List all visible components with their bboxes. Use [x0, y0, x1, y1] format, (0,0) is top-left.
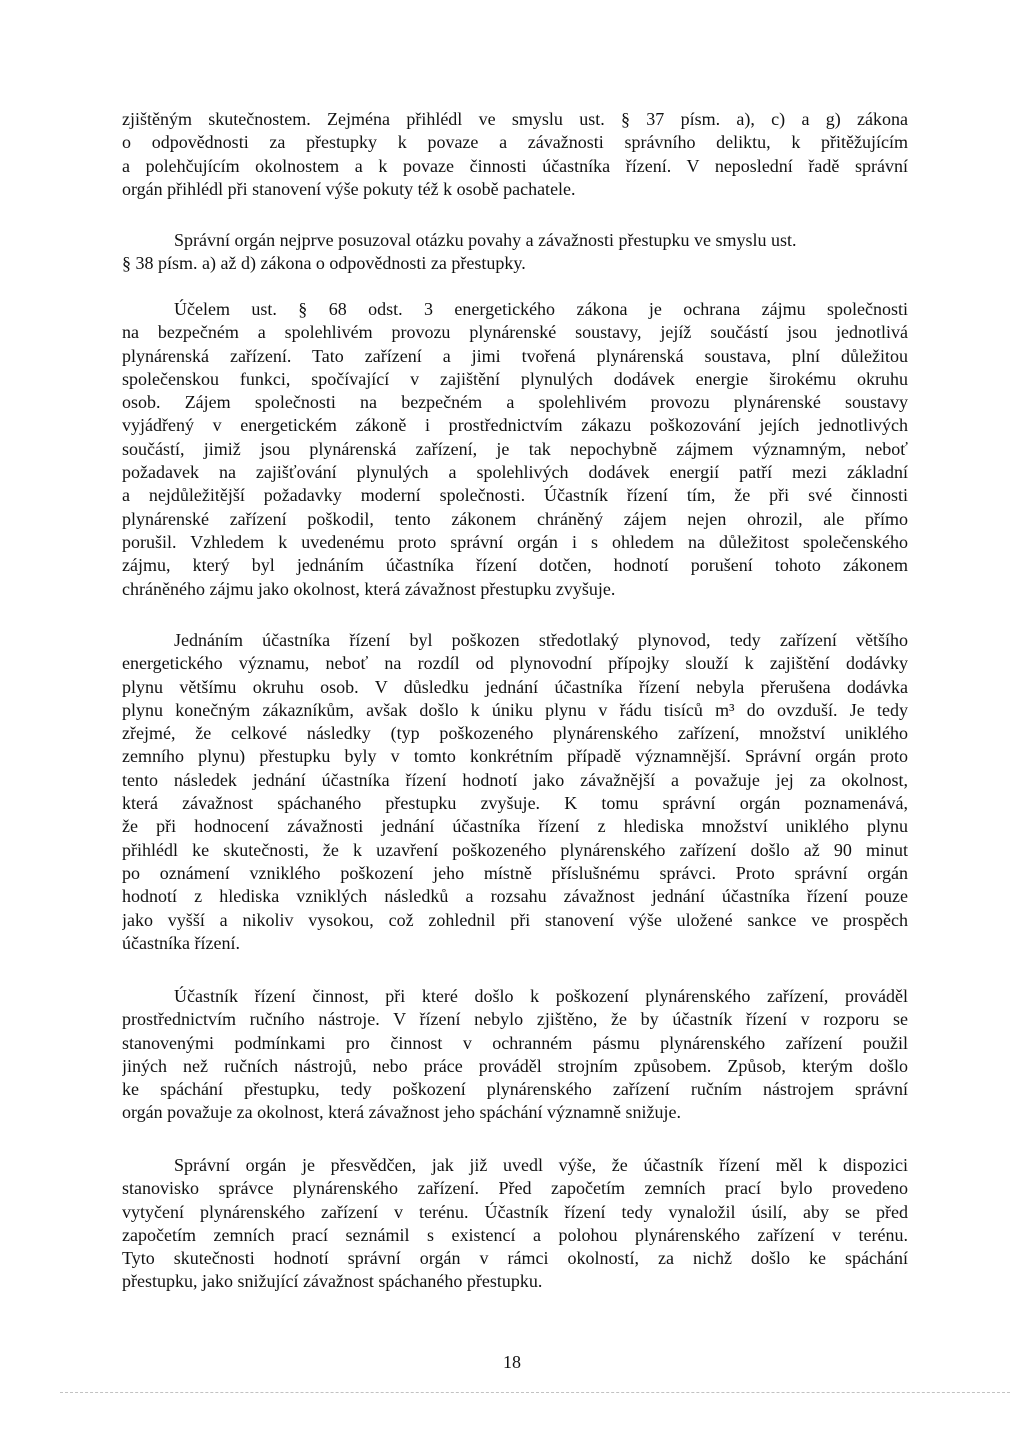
text-line: prostřednictvím ručního nástroje. V řízení nebylo zjištěno, že by účastník řízení v rozporu se [122, 1009, 908, 1030]
text-line: stanovisko správce plynárenského zařízení. Před započetím zemních prací bylo provedeno [122, 1178, 908, 1199]
text-line: zjištěným skutečnostem. Zejména přihlédl ve smyslu ust. § 37 písm. a), c) a g) zákona [122, 109, 908, 129]
text-line: že při hodnocení závažnosti jednání účastníka řízení z hlediska množství uniklého plynu [122, 816, 908, 837]
text-line: Správní orgán je přesvědčen, jak již uvedl výše, že účastník řízení měl k dispozici [174, 1155, 908, 1175]
text-line: Účastník řízení činnost, při které došlo k poškození plynárenského zařízení, prováděl [174, 986, 908, 1006]
text-line: orgán považuje za okolnost, která závažnost jeho spáchání významně snižuje. [122, 1102, 681, 1123]
text-line: o odpovědnosti za přestupky k povaze a závažnosti správního deliktu, k přitěžujícím [122, 132, 908, 153]
text-line: společenskou funkci, spočívající v zajištění plynulých dodávek energie širokému okruhu [122, 368, 908, 389]
text-line: orgán přihlédl při stanovení výše pokuty též k osobě pachatele. [122, 178, 576, 199]
paragraph-6 [122, 1154, 908, 1294]
paragraph-3 [122, 298, 908, 601]
text-line: osob. Zájem společnosti na bezpečném a spolehlivém provozu plynárenské soustavy [122, 392, 908, 413]
text-line: požadavek na zajišťování plynulých a spolehlivých dodávek energií patří mezi základní [122, 462, 908, 483]
text-line: Správní orgán nejprve posuzoval otázku povahy a závažnosti přestupku ve smyslu ust. [174, 230, 797, 250]
text-line: která závažnost spáchaného přestupku zvyšuje. K tomu správní orgán poznamenává, [122, 793, 908, 814]
text-line: jako vyšší a nikoliv vysokou, což zohlednil při stanovení výše uložené sankce ve prospěch [122, 909, 908, 930]
text-line: a polehčujícím okolnostem a k povaze činnosti účastníka řízení. V neposlední řadě správní [122, 155, 908, 176]
text-line: ke spáchání přestupku, tedy poškození plynárenského zařízení ručním nástrojem správní [122, 1079, 908, 1100]
text-line: zřejmé, že celkové následky (typ poškozeného plynárenského zařízení, množství uniklého [122, 723, 908, 744]
text-line: porušil. Vzhledem k uvedenému proto správní orgán i s ohledem na důležitost společenského [122, 531, 908, 552]
text-line: plynárenské zařízení poškodil, tento zákonem chráněný zájem nejen ohrozil, ale přímo [122, 508, 908, 529]
text-line: po oznámení vzniklého poškození jeho místně příslušnému správci. Proto správní orgán [122, 862, 908, 883]
text-line: zemního plynu) přestupku byly v tomto konkrétním případě významnější. Správní orgán proto [122, 746, 908, 767]
text-line: § 38 písm. a) až d) zákona o odpovědnosti za přestupky. [122, 253, 526, 274]
text-line: chráněného zájmu jako okolnost, která závažnost přestupku zvyšuje. [122, 578, 616, 599]
text-line: započetím zemních prací seznámil s existencí a polohou plynárenského zařízení v terénu. [122, 1224, 908, 1245]
text-line: hodnotí z hlediska vzniklých následků a rozsahu závažnost jednání účastníka řízení pouze [122, 886, 908, 907]
text-line: přestupku, jako snižující závažnost spáchaného přestupku. [122, 1271, 543, 1292]
text-line: součástí, jimiž jsou plynárenská zařízení, je tak nepochybně zájmem významným, neboť [122, 438, 908, 459]
page-number: 18 [503, 1352, 521, 1372]
text-line: stanovenými podmínkami pro činnost v ochranném pásmu plynárenského zařízení použil [122, 1032, 908, 1053]
paragraph-2 [122, 229, 908, 276]
paragraph-1 [122, 108, 908, 201]
text-line: účastníka řízení. [122, 932, 240, 953]
paragraph-5 [122, 985, 908, 1125]
text-line: na bezpečném a spolehlivém provozu plynárenské soustavy, jejíž součástí jsou jednotlivá [122, 322, 908, 343]
text-line: Jednáním účastníka řízení byl poškozen středotlaký plynovod, tedy zařízení většího [174, 630, 908, 650]
text-line: zájmu, který byl jednáním účastníka řízení dotčen, hodnotí porušení tohoto zákonem [122, 555, 908, 576]
text-line: tento následek jednání účastníka řízení hodnotí jako závažnější a považuje jej za okolnost, [122, 769, 908, 790]
text-line: plynárenská zařízení. Tato zařízení a jimi tvořená plynárenská soustava, plní důležitou [122, 345, 908, 366]
text-line: vyjádřený v energetickém zákoně i prostřednictvím zákazu poškozování jejích jednotlivých [122, 415, 908, 436]
text-line: energetického významu, neboť na rozdíl od plynovodní přípojky slouží k zajištění dodávky [122, 653, 908, 674]
text-line: vytyčení plynárenského zařízení v terénu. Účastník řízení tedy vynaložil úsilí, aby se před [122, 1201, 908, 1222]
text-line: plynu konečným zákazníkům, avšak došlo k úniku plynu v řádu tisíců m³ do ovzduší. Je tedy [122, 699, 908, 720]
text-line: plynu většímu okruhu osob. V důsledku jednání účastníka řízení nebyla přerušena dodávka [122, 676, 908, 697]
text-line: a nejdůležitější požadavky moderní společnosti. Účastník řízení tím, že při své činnosti [122, 485, 908, 506]
text-line: přihlédl ke skutečnosti, že k uzavření poškozeného plynárenského zařízení došlo až 90 minut [122, 839, 908, 860]
text-line: jiných než ručních nástrojů, nebo práce prováděl strojním způsobem. Způsob, kterým došlo [122, 1055, 908, 1076]
text-line: Tyto skutečnosti hodnotí správní orgán v rámci okolností, za nichž došlo ke spáchání [122, 1248, 908, 1269]
paragraph-4 [122, 629, 908, 955]
text-line: Účelem ust. § 68 odst. 3 energetického zákona je ochrana zájmu společnosti [174, 299, 908, 319]
scan-artifact-rule [60, 1392, 1010, 1394]
